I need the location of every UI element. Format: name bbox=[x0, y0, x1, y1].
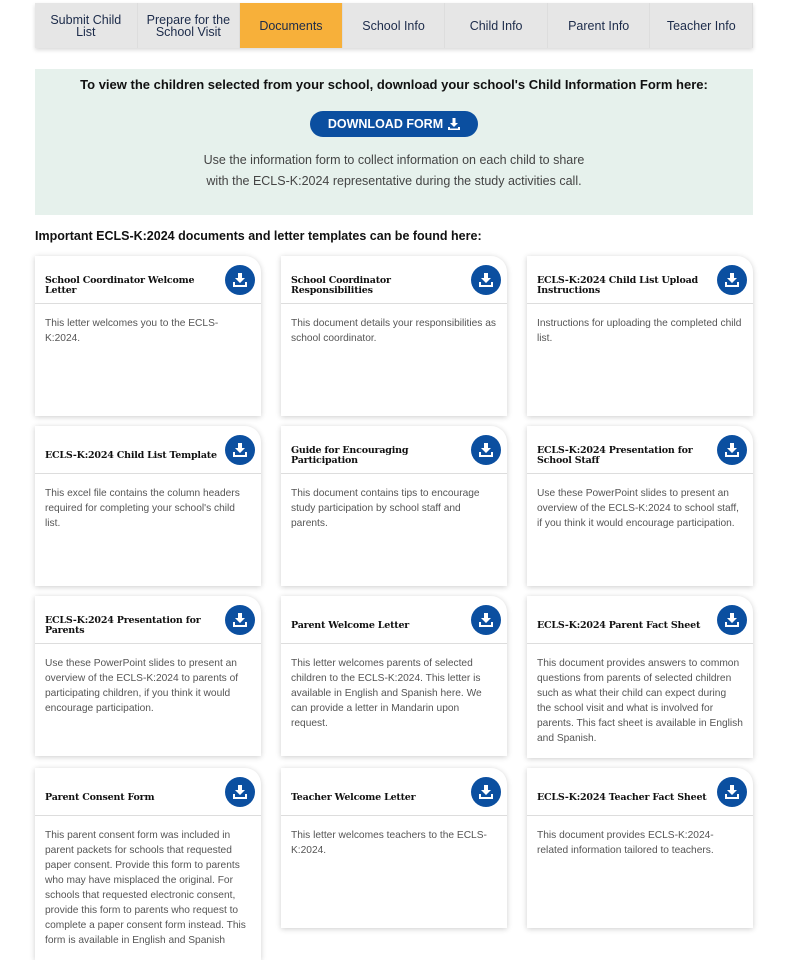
tab-prepare-for-the-school-visit[interactable]: Prepare for the School Visit bbox=[138, 3, 241, 48]
card-title: School Coordinator Responsibilities bbox=[291, 274, 391, 296]
card-description: Use these PowerPoint slides to present an overview of the ECLS-K:2024 to parents of participating children, if you think it would encourage participation. bbox=[45, 658, 239, 714]
card-description: This letter welcomes parents of selected children to the ECLS-K:2024. This letter is available in English and Spanish here. We can provide a letter in Mandarin upon request. bbox=[291, 658, 482, 729]
card-title: ECLS-K:2024 Teacher Fact Sheet bbox=[537, 791, 707, 803]
nav-tabs bbox=[35, 3, 753, 48]
card-header bbox=[281, 256, 507, 304]
documents-grid bbox=[35, 256, 753, 960]
document-card bbox=[281, 768, 507, 928]
document-card bbox=[281, 256, 507, 416]
card-header bbox=[527, 596, 753, 644]
tab-parent-info[interactable]: Parent Info bbox=[548, 3, 651, 48]
card-header bbox=[35, 596, 261, 644]
banner-text-line2: with the ECLS-K:2024 representative during the study activities call. bbox=[206, 174, 582, 188]
download-icon[interactable] bbox=[225, 435, 255, 465]
card-header bbox=[281, 768, 507, 816]
card-description: This document provides ECLS-K:2024-related information tailored to teachers. bbox=[537, 830, 714, 856]
card-title: ECLS-K:2024 Child List Template bbox=[45, 449, 217, 461]
card-header bbox=[281, 426, 507, 474]
card-title: Teacher Welcome Letter bbox=[291, 791, 416, 803]
documents-intro: Important ECLS-K:2024 documents and letter templates can be found here: bbox=[35, 229, 482, 243]
download-icon[interactable] bbox=[717, 265, 747, 295]
card-description: This letter welcomes teachers to the ECLS-K:2024. bbox=[291, 830, 487, 856]
card-description: Use these PowerPoint slides to present an overview of the ECLS-K:2024 to school staff, if you think it would encourage participation. bbox=[537, 488, 739, 529]
download-icon[interactable] bbox=[225, 605, 255, 635]
card-title: ECLS-K:2024 Parent Fact Sheet bbox=[537, 619, 701, 631]
card-header bbox=[527, 256, 753, 304]
card-header bbox=[35, 256, 261, 304]
download-form-label: DOWNLOAD FORM bbox=[327, 117, 444, 131]
document-card bbox=[281, 596, 507, 756]
tab-teacher-info[interactable]: Teacher Info bbox=[650, 3, 753, 48]
card-description: This parent consent form was included in parent packets for schools that requested paper consent. Provide this form to parents who may have misplaced the original. For schools that requested electronic consent, provide this form to parents who request to complete a paper consent form instead. This form is available in English and Spanish bbox=[45, 830, 246, 946]
card-title: School Coordinator Welcome Letter bbox=[45, 274, 195, 296]
card-title: ECLS-K:2024 Child List Upload Instructions bbox=[537, 274, 698, 296]
card-description: Instructions for uploading the completed child list. bbox=[537, 318, 742, 344]
card-title: ECLS-K:2024 Presentation for School Staff bbox=[537, 444, 693, 466]
document-card bbox=[527, 426, 753, 586]
download-icon[interactable] bbox=[225, 777, 255, 807]
document-card bbox=[527, 596, 753, 758]
tab-child-info[interactable]: Child Info bbox=[445, 3, 548, 48]
card-description: This excel file contains the column headers required for completing your school's child list. bbox=[45, 488, 240, 529]
card-title: Parent Consent Form bbox=[45, 791, 155, 803]
card-header bbox=[35, 768, 261, 816]
document-card bbox=[527, 256, 753, 416]
card-title: ECLS-K:2024 Presentation for Parents bbox=[45, 614, 201, 636]
card-title: Guide for Encouraging Participation bbox=[291, 444, 409, 466]
banner-text-line1: Use the information form to collect information on each child to share bbox=[203, 153, 585, 167]
card-header bbox=[527, 768, 753, 816]
download-icon[interactable] bbox=[717, 777, 747, 807]
download-icon[interactable] bbox=[225, 265, 255, 295]
download-icon[interactable] bbox=[471, 265, 501, 295]
download-icon[interactable] bbox=[471, 435, 501, 465]
document-card bbox=[35, 256, 261, 416]
card-description: This document details your responsibilities as school coordinator. bbox=[291, 318, 496, 344]
download-icon[interactable] bbox=[471, 777, 501, 807]
tab-submit-child-list[interactable]: Submit Child List bbox=[35, 3, 138, 48]
document-card bbox=[35, 768, 261, 960]
card-title: Parent Welcome Letter bbox=[291, 619, 410, 631]
card-header bbox=[527, 426, 753, 474]
card-description: This document provides answers to common questions from parents of selected children such as what their child can expect during the school visit and what is involved for parents. This fact sheet is available in English and Spanish. bbox=[537, 658, 743, 744]
document-card bbox=[35, 426, 261, 586]
download-icon[interactable] bbox=[717, 435, 747, 465]
download-icon[interactable] bbox=[717, 605, 747, 635]
tab-school-info[interactable]: School Info bbox=[343, 3, 446, 48]
download-icon[interactable] bbox=[471, 605, 501, 635]
download-form-button[interactable] bbox=[310, 111, 478, 137]
document-card bbox=[281, 426, 507, 586]
document-card bbox=[527, 768, 753, 928]
card-header bbox=[35, 426, 261, 474]
card-description: This letter welcomes you to the ECLS-K:2024. bbox=[45, 318, 219, 344]
download-banner bbox=[35, 69, 753, 215]
tab-documents[interactable]: Documents bbox=[240, 3, 343, 48]
document-card bbox=[35, 596, 261, 756]
card-header bbox=[281, 596, 507, 644]
card-description: This document contains tips to encourage study participation by school staff and parents. bbox=[291, 488, 480, 529]
banner-heading: To view the children selected from your school, download your school's Child Information Form here: bbox=[80, 77, 708, 92]
download-icon bbox=[448, 118, 460, 130]
